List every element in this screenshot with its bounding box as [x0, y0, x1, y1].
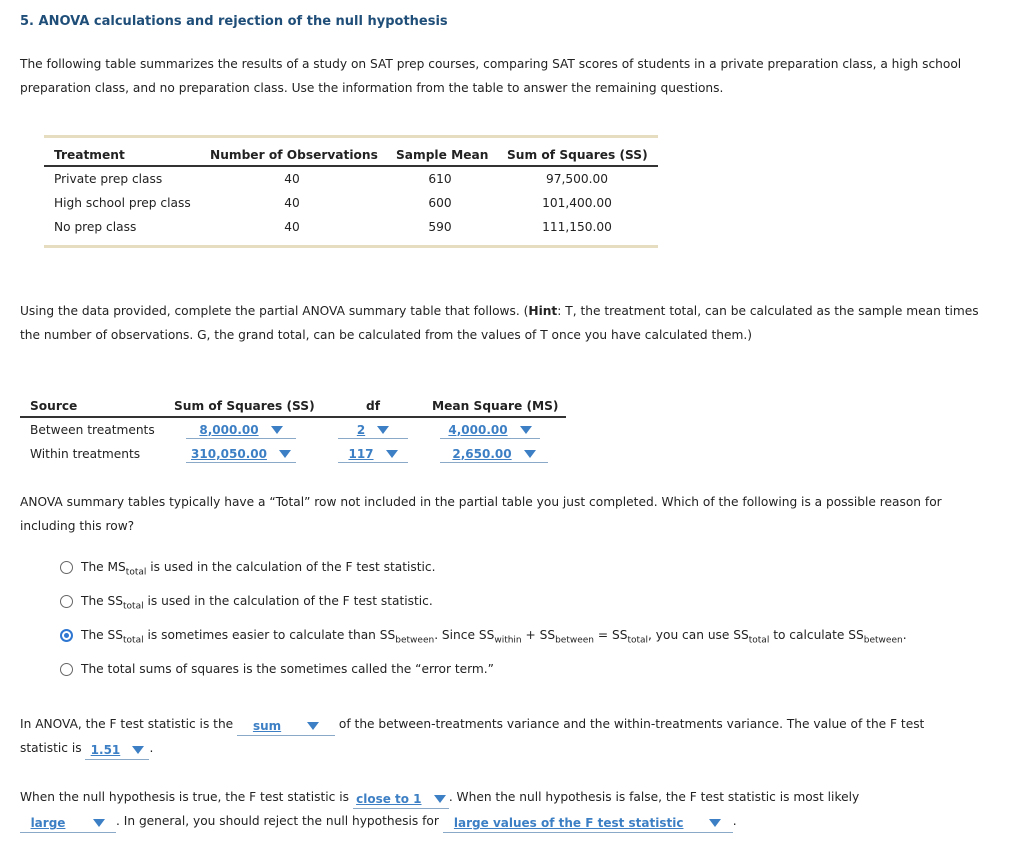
null-paragraph — [20, 785, 950, 833]
chevron-down-icon — [524, 450, 536, 458]
reject-rule-dropdown[interactable] — [443, 815, 733, 833]
option-2-label[interactable] — [81, 594, 433, 611]
null-text-1: When the null hypothesis is true, the F test statistic is — [20, 790, 349, 804]
instruction-paragraph — [20, 299, 980, 347]
within-ms-value: 2,650.00 — [452, 446, 512, 461]
table1-top-border — [44, 135, 658, 138]
table1-header-treatment: Treatment — [54, 148, 125, 162]
ftest-ratio-dropdown[interactable] — [237, 718, 335, 736]
null-true-dropdown[interactable] — [353, 791, 449, 809]
option-subscript: between — [555, 635, 594, 646]
between-ss-value: 8,000.00 — [199, 422, 259, 437]
option-text: is sometimes easier to calculate than SS — [143, 628, 396, 642]
instruction-post: : T, the treatment total, can be calculated as the sample mean times the number of observations. G, the grand total, can be calculated from the values of T once you have calculated them.) — [20, 304, 979, 342]
table2-header-ss: Sum of Squares (SS) — [174, 399, 315, 413]
option-text: is used in the calculation of the F test statistic. — [143, 594, 433, 608]
table-row-n: 40 — [284, 220, 300, 234]
within-ms-dropdown[interactable] — [440, 445, 548, 463]
ftest-value: 1.51 — [90, 743, 121, 757]
table1-header-observations: Number of Observations — [210, 148, 378, 162]
question-paragraph: ANOVA summary tables typically have a “Total” row not included in the partial table you just completed. Which of the following is a possible reason for including this row? — [20, 495, 942, 533]
ftest-text-3: . — [149, 741, 154, 755]
option-subscript: total — [123, 601, 144, 612]
option-text: The MS — [81, 560, 126, 574]
ftest-ratio-value: sum — [252, 719, 282, 733]
option-4-radio[interactable] — [60, 663, 73, 676]
option-subscript: total — [748, 635, 770, 646]
chevron-down-icon — [377, 426, 389, 434]
table2-header-rule — [20, 416, 566, 418]
null-text-2: . When the null hypothesis is false, the F test statistic is most likely — [448, 790, 860, 804]
table-row-ss: 97,500.00 — [545, 172, 609, 186]
table-row-mean: 600 — [428, 196, 452, 210]
null-false-dropdown[interactable] — [20, 815, 116, 833]
page-title: 5. ANOVA calculations and rejection of the null hypothesis — [20, 14, 448, 29]
option-text: + SS — [521, 628, 556, 642]
ftest-value-dropdown[interactable] — [85, 742, 149, 760]
chevron-down-icon — [520, 426, 532, 434]
table-row-mean: 610 — [428, 172, 452, 186]
table-row-n: 40 — [284, 172, 300, 186]
between-ss-dropdown[interactable] — [186, 421, 296, 439]
ftest-text-2: of the between-treatments variance and the within-treatments variance. The value of the F test statistic is — [20, 717, 925, 755]
option-subscript: total — [125, 567, 147, 578]
option-2-radio[interactable] — [60, 595, 73, 608]
instruction-pre: Using the data provided, complete the partial ANOVA summary table that follows. ( — [20, 304, 529, 318]
chevron-down-icon — [307, 722, 319, 730]
null-true-value: close to 1 — [356, 792, 422, 806]
chevron-down-icon — [434, 795, 446, 803]
ftest-text-1: In ANOVA, the F test statistic is the — [20, 717, 234, 731]
between-ms-dropdown[interactable] — [440, 421, 540, 439]
option-text: to calculate SS — [769, 628, 864, 642]
null-text-3: . In general, you should reject the null hypothesis for — [116, 814, 439, 828]
within-df-dropdown[interactable] — [338, 445, 408, 463]
option-text: The SS — [81, 594, 124, 608]
chevron-down-icon — [271, 426, 283, 434]
option-text: is used in the calculation of the F test statistic. — [146, 560, 436, 574]
option-subscript: within — [494, 635, 522, 646]
null-false-value: large — [30, 816, 66, 830]
reject-rule-value: large values of the F test statistic — [453, 816, 684, 830]
chevron-down-icon — [386, 450, 398, 458]
table2-header-df: df — [366, 399, 381, 413]
table-row-source: Between treatments — [30, 423, 155, 437]
option-subscript: total — [627, 635, 649, 646]
chevron-down-icon — [93, 819, 105, 827]
table-row-n: 40 — [284, 196, 300, 210]
table2-header-ms: Mean Square (MS) — [432, 399, 559, 413]
between-df-value: 2 — [356, 422, 366, 437]
ftest-paragraph — [20, 712, 950, 760]
between-ms-value: 4,000.00 — [448, 422, 508, 437]
within-ss-dropdown[interactable] — [186, 445, 296, 463]
table-row-ss: 111,150.00 — [542, 220, 612, 234]
chevron-down-icon — [709, 819, 721, 827]
table1-header-rule — [44, 165, 658, 167]
within-df-value: 117 — [348, 446, 374, 461]
option-3-label[interactable] — [81, 628, 907, 645]
option-1-label[interactable] — [81, 560, 435, 577]
option-text: The SS — [81, 628, 124, 642]
table-row-treatment: Private prep class — [54, 172, 163, 186]
option-text: . Since SS — [434, 628, 495, 642]
table-row-source: Within treatments — [30, 447, 141, 461]
option-text: = SS — [594, 628, 628, 642]
option-text: , you can use SS — [648, 628, 749, 642]
option-subscript: total — [123, 635, 144, 646]
option-text: . — [902, 628, 907, 642]
intro-paragraph: The following table summarizes the results of a study on SAT prep courses, comparing SAT scores of students in a private preparation class, a high school preparation class, and no preparation class. Use the information from the table to answer the remaining questions. — [20, 57, 962, 95]
between-df-dropdown[interactable] — [338, 421, 408, 439]
table1-header-mean: Sample Mean — [396, 148, 489, 162]
option-subscript: between — [863, 635, 903, 646]
table1-bottom-border — [44, 245, 658, 248]
null-text-4: . — [732, 814, 737, 828]
table-row-ss: 101,400.00 — [542, 196, 612, 210]
table2-header-source: Source — [30, 399, 78, 413]
option-4-label[interactable]: The total sums of squares is the sometimes called the “error term.” — [81, 662, 494, 676]
option-1-radio[interactable] — [60, 561, 73, 574]
table-row-treatment: High school prep class — [54, 196, 191, 210]
option-3-radio-selected[interactable] — [60, 629, 73, 642]
chevron-down-icon — [132, 746, 144, 754]
within-ss-value: 310,050.00 — [191, 446, 267, 461]
table-row-treatment: No prep class — [54, 220, 137, 234]
hint-label: Hint — [528, 304, 558, 318]
chevron-down-icon — [279, 450, 291, 458]
table-row-mean: 590 — [428, 220, 452, 234]
table1-header-ss: Sum of Squares (SS) — [507, 148, 648, 162]
option-subscript: between — [395, 635, 435, 646]
